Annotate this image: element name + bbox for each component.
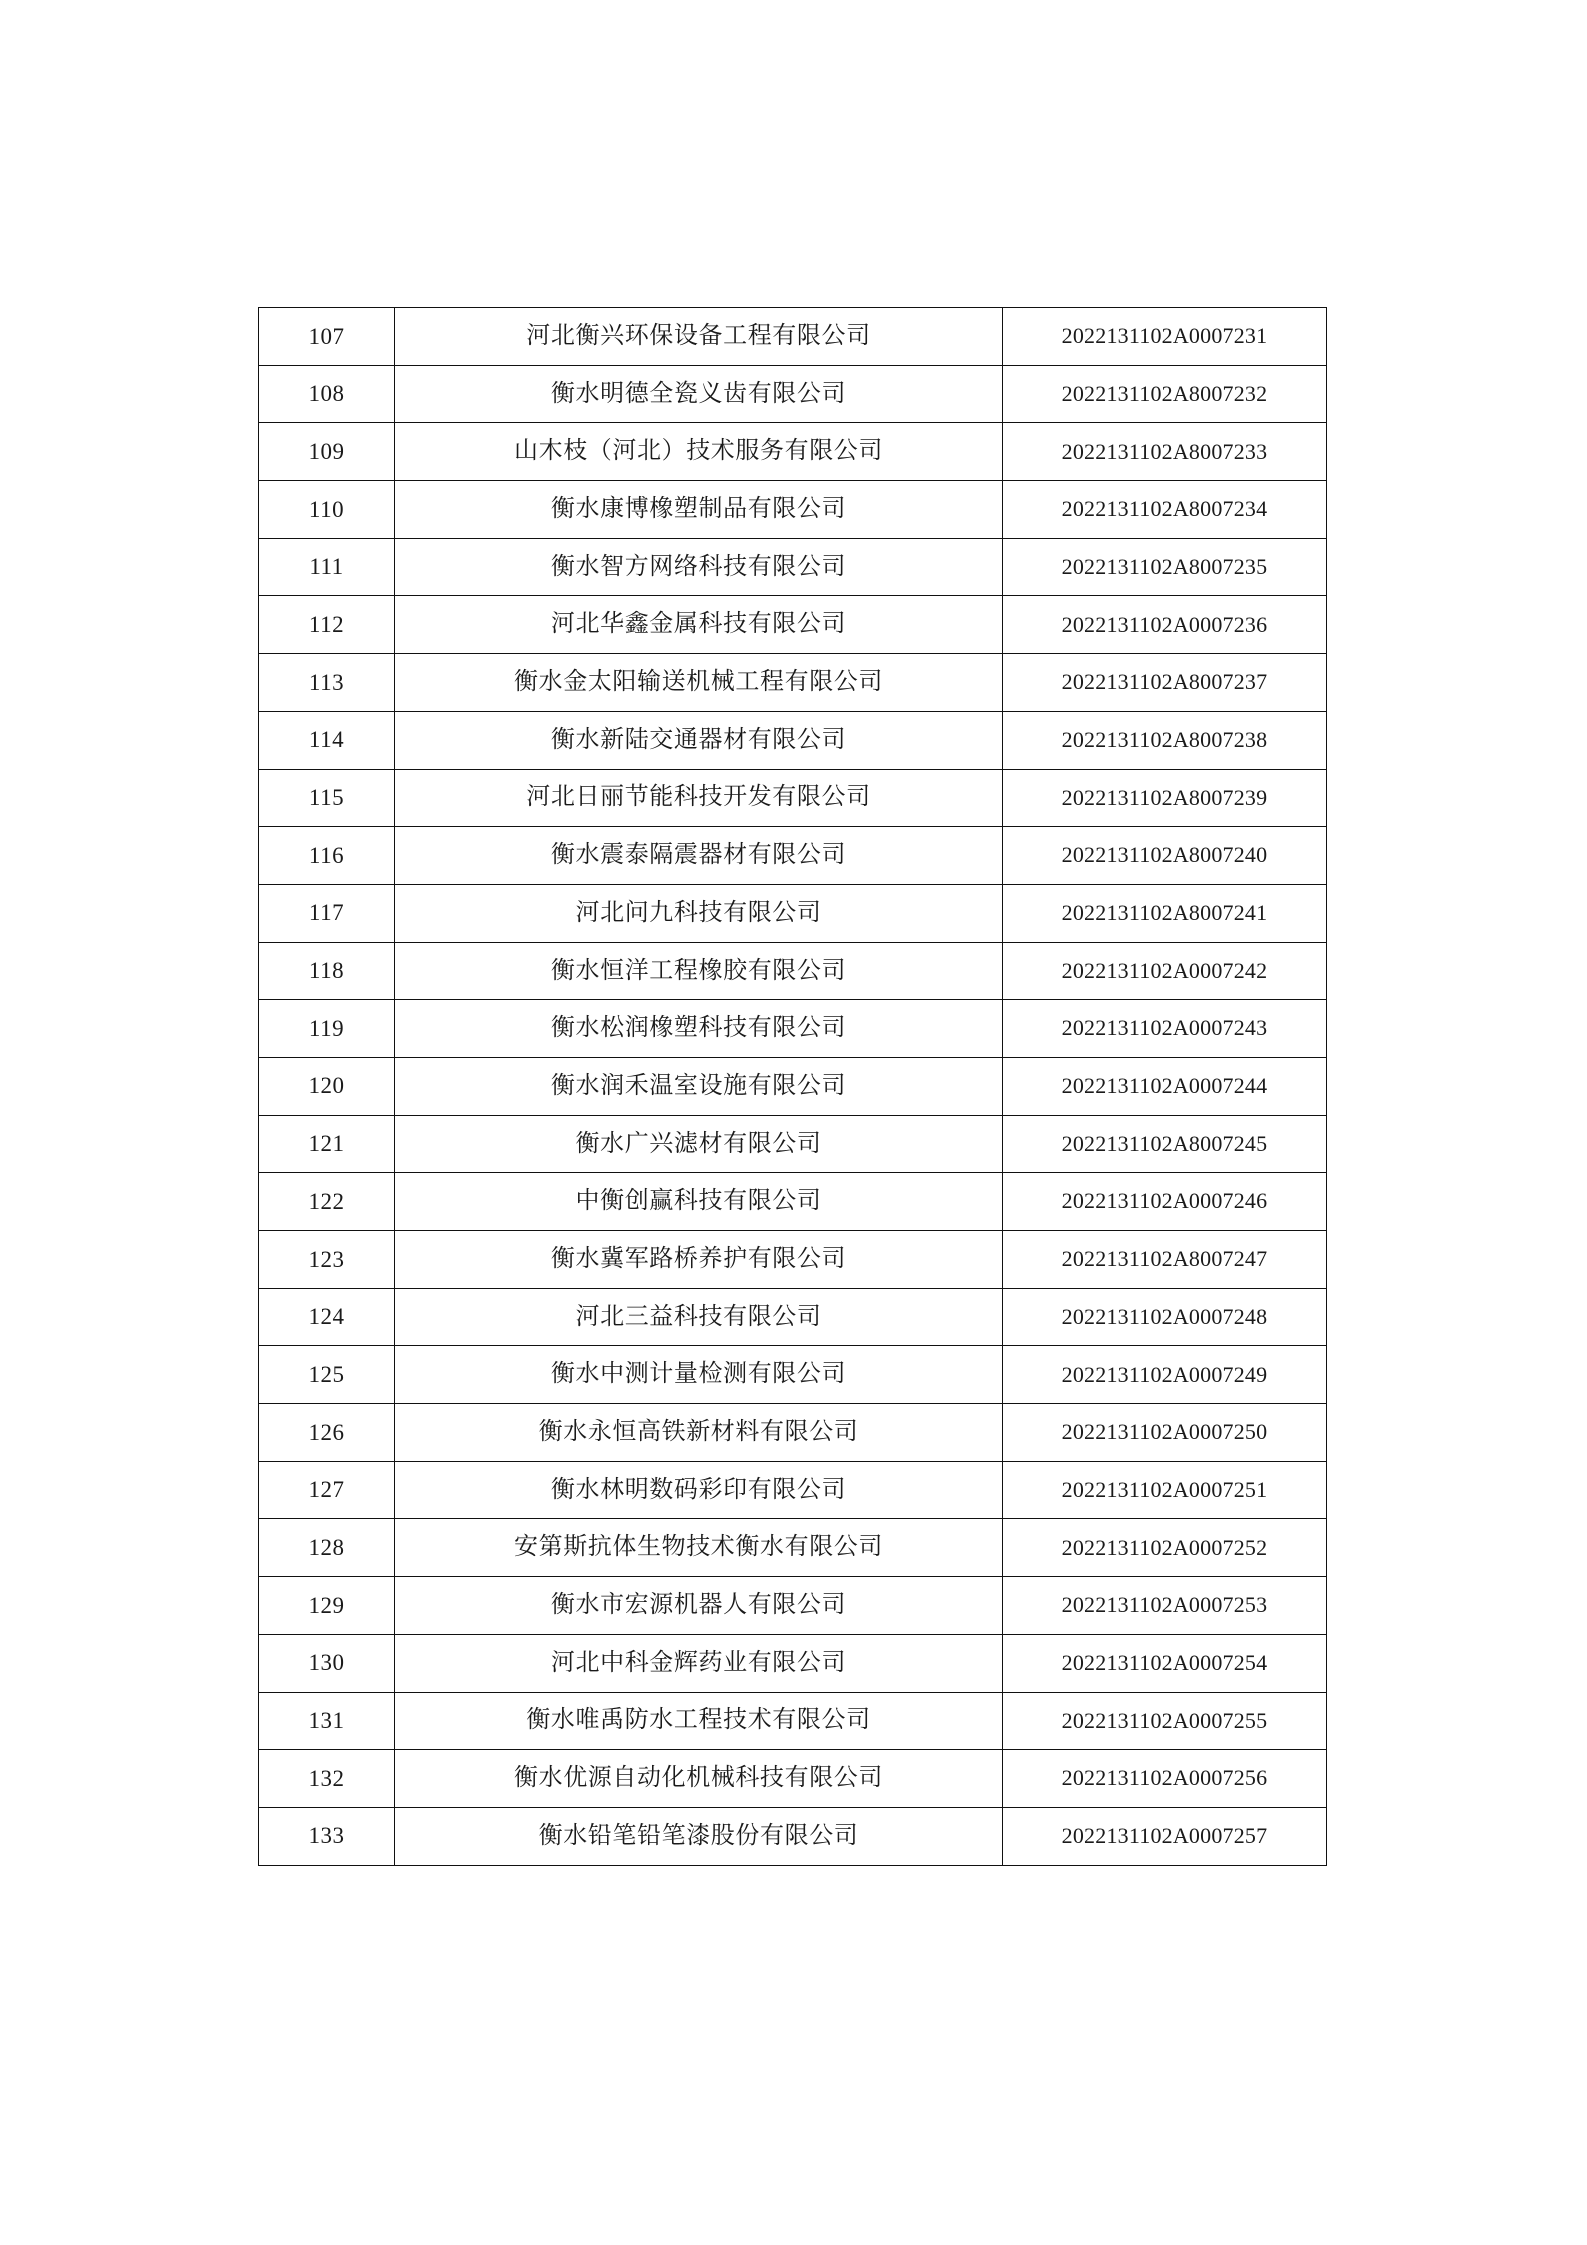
table-row	[259, 481, 1327, 539]
row-index-cell: 108	[259, 365, 395, 423]
table-row	[259, 423, 1327, 481]
table-row	[259, 1404, 1327, 1462]
table-row	[259, 654, 1327, 712]
row-index-cell: 123	[259, 1231, 395, 1289]
registration-code-cell: 2022131102A0007231	[1003, 308, 1327, 366]
row-index-cell: 121	[259, 1115, 395, 1173]
row-index-cell: 126	[259, 1404, 395, 1462]
registration-code-cell: 2022131102A8007233	[1003, 423, 1327, 481]
table-row	[259, 1173, 1327, 1231]
registration-code-cell: 2022131102A0007244	[1003, 1057, 1327, 1115]
enterprise-name-cell: 河北华鑫金属科技有限公司	[395, 596, 1003, 654]
table-row	[259, 942, 1327, 1000]
registration-code-cell: 2022131102A0007236	[1003, 596, 1327, 654]
row-index-cell: 116	[259, 827, 395, 885]
table-row	[259, 1519, 1327, 1577]
enterprise-name-cell: 衡水震泰隔震器材有限公司	[395, 827, 1003, 885]
enterprise-name-cell: 河北三益科技有限公司	[395, 1288, 1003, 1346]
enterprise-name-cell: 衡水明德全瓷义齿有限公司	[395, 365, 1003, 423]
registration-code-cell: 2022131102A8007239	[1003, 769, 1327, 827]
table-row	[259, 1750, 1327, 1808]
enterprise-name-cell: 河北中科金辉药业有限公司	[395, 1634, 1003, 1692]
row-index-cell: 128	[259, 1519, 395, 1577]
row-index-cell: 118	[259, 942, 395, 1000]
enterprise-name-cell: 河北日丽节能科技开发有限公司	[395, 769, 1003, 827]
enterprise-name-cell: 衡水智方网络科技有限公司	[395, 538, 1003, 596]
enterprise-name-cell: 衡水金太阳输送机械工程有限公司	[395, 654, 1003, 712]
enterprise-name-cell: 安第斯抗体生物技术衡水有限公司	[395, 1519, 1003, 1577]
row-index-cell: 111	[259, 538, 395, 596]
row-index-cell: 133	[259, 1807, 395, 1865]
registration-code-cell: 2022131102A0007249	[1003, 1346, 1327, 1404]
row-index-cell: 132	[259, 1750, 395, 1808]
row-index-cell: 107	[259, 308, 395, 366]
row-index-cell: 122	[259, 1173, 395, 1231]
enterprise-listing-table-container	[258, 307, 1326, 1866]
table-row	[259, 1288, 1327, 1346]
registration-code-cell: 2022131102A8007235	[1003, 538, 1327, 596]
registration-code-cell: 2022131102A8007245	[1003, 1115, 1327, 1173]
enterprise-name-cell: 中衡创赢科技有限公司	[395, 1173, 1003, 1231]
registration-code-cell: 2022131102A0007255	[1003, 1692, 1327, 1750]
table-row	[259, 1461, 1327, 1519]
registration-code-cell: 2022131102A8007232	[1003, 365, 1327, 423]
registration-code-cell: 2022131102A0007256	[1003, 1750, 1327, 1808]
enterprise-name-cell: 衡水恒洋工程橡胶有限公司	[395, 942, 1003, 1000]
enterprise-name-cell: 衡水市宏源机器人有限公司	[395, 1577, 1003, 1635]
enterprise-name-cell: 衡水松润橡塑科技有限公司	[395, 1000, 1003, 1058]
table-row	[259, 1577, 1327, 1635]
table-row	[259, 1115, 1327, 1173]
table-row	[259, 711, 1327, 769]
table-row	[259, 1231, 1327, 1289]
registration-code-cell: 2022131102A0007253	[1003, 1577, 1327, 1635]
table-row	[259, 365, 1327, 423]
row-index-cell: 131	[259, 1692, 395, 1750]
table-row	[259, 1807, 1327, 1865]
row-index-cell: 124	[259, 1288, 395, 1346]
enterprise-name-cell: 衡水林明数码彩印有限公司	[395, 1461, 1003, 1519]
row-index-cell: 130	[259, 1634, 395, 1692]
row-index-cell: 109	[259, 423, 395, 481]
table-row	[259, 884, 1327, 942]
table-row	[259, 769, 1327, 827]
enterprise-name-cell: 衡水广兴滤材有限公司	[395, 1115, 1003, 1173]
enterprise-name-cell: 衡水铅笔铅笔漆股份有限公司	[395, 1807, 1003, 1865]
enterprise-listing-table	[258, 307, 1327, 1866]
enterprise-name-cell: 衡水冀军路桥养护有限公司	[395, 1231, 1003, 1289]
registration-code-cell: 2022131102A0007251	[1003, 1461, 1327, 1519]
table-row	[259, 1000, 1327, 1058]
row-index-cell: 120	[259, 1057, 395, 1115]
registration-code-cell: 2022131102A0007248	[1003, 1288, 1327, 1346]
table-row	[259, 1057, 1327, 1115]
enterprise-name-cell: 衡水康博橡塑制品有限公司	[395, 481, 1003, 539]
table-body	[259, 308, 1327, 1866]
registration-code-cell: 2022131102A0007257	[1003, 1807, 1327, 1865]
enterprise-name-cell: 衡水永恒高铁新材料有限公司	[395, 1404, 1003, 1462]
row-index-cell: 129	[259, 1577, 395, 1635]
enterprise-name-cell: 衡水优源自动化机械科技有限公司	[395, 1750, 1003, 1808]
registration-code-cell: 2022131102A0007252	[1003, 1519, 1327, 1577]
table-row	[259, 1634, 1327, 1692]
row-index-cell: 117	[259, 884, 395, 942]
enterprise-name-cell: 衡水新陆交通器材有限公司	[395, 711, 1003, 769]
table-row	[259, 596, 1327, 654]
row-index-cell: 112	[259, 596, 395, 654]
row-index-cell: 125	[259, 1346, 395, 1404]
registration-code-cell: 2022131102A0007243	[1003, 1000, 1327, 1058]
registration-code-cell: 2022131102A8007238	[1003, 711, 1327, 769]
registration-code-cell: 2022131102A8007241	[1003, 884, 1327, 942]
enterprise-name-cell: 河北问九科技有限公司	[395, 884, 1003, 942]
registration-code-cell: 2022131102A8007247	[1003, 1231, 1327, 1289]
row-index-cell: 110	[259, 481, 395, 539]
table-row	[259, 1692, 1327, 1750]
enterprise-name-cell: 山木枝（河北）技术服务有限公司	[395, 423, 1003, 481]
enterprise-name-cell: 衡水润禾温室设施有限公司	[395, 1057, 1003, 1115]
table-row	[259, 827, 1327, 885]
enterprise-name-cell: 衡水中测计量检测有限公司	[395, 1346, 1003, 1404]
registration-code-cell: 2022131102A8007234	[1003, 481, 1327, 539]
table-row	[259, 308, 1327, 366]
registration-code-cell: 2022131102A0007246	[1003, 1173, 1327, 1231]
row-index-cell: 127	[259, 1461, 395, 1519]
registration-code-cell: 2022131102A0007254	[1003, 1634, 1327, 1692]
enterprise-name-cell: 衡水唯禹防水工程技术有限公司	[395, 1692, 1003, 1750]
row-index-cell: 113	[259, 654, 395, 712]
enterprise-name-cell: 河北衡兴环保设备工程有限公司	[395, 308, 1003, 366]
table-row	[259, 1346, 1327, 1404]
row-index-cell: 114	[259, 711, 395, 769]
row-index-cell: 115	[259, 769, 395, 827]
registration-code-cell: 2022131102A0007250	[1003, 1404, 1327, 1462]
table-row	[259, 538, 1327, 596]
registration-code-cell: 2022131102A8007240	[1003, 827, 1327, 885]
row-index-cell: 119	[259, 1000, 395, 1058]
registration-code-cell: 2022131102A8007237	[1003, 654, 1327, 712]
registration-code-cell: 2022131102A0007242	[1003, 942, 1327, 1000]
